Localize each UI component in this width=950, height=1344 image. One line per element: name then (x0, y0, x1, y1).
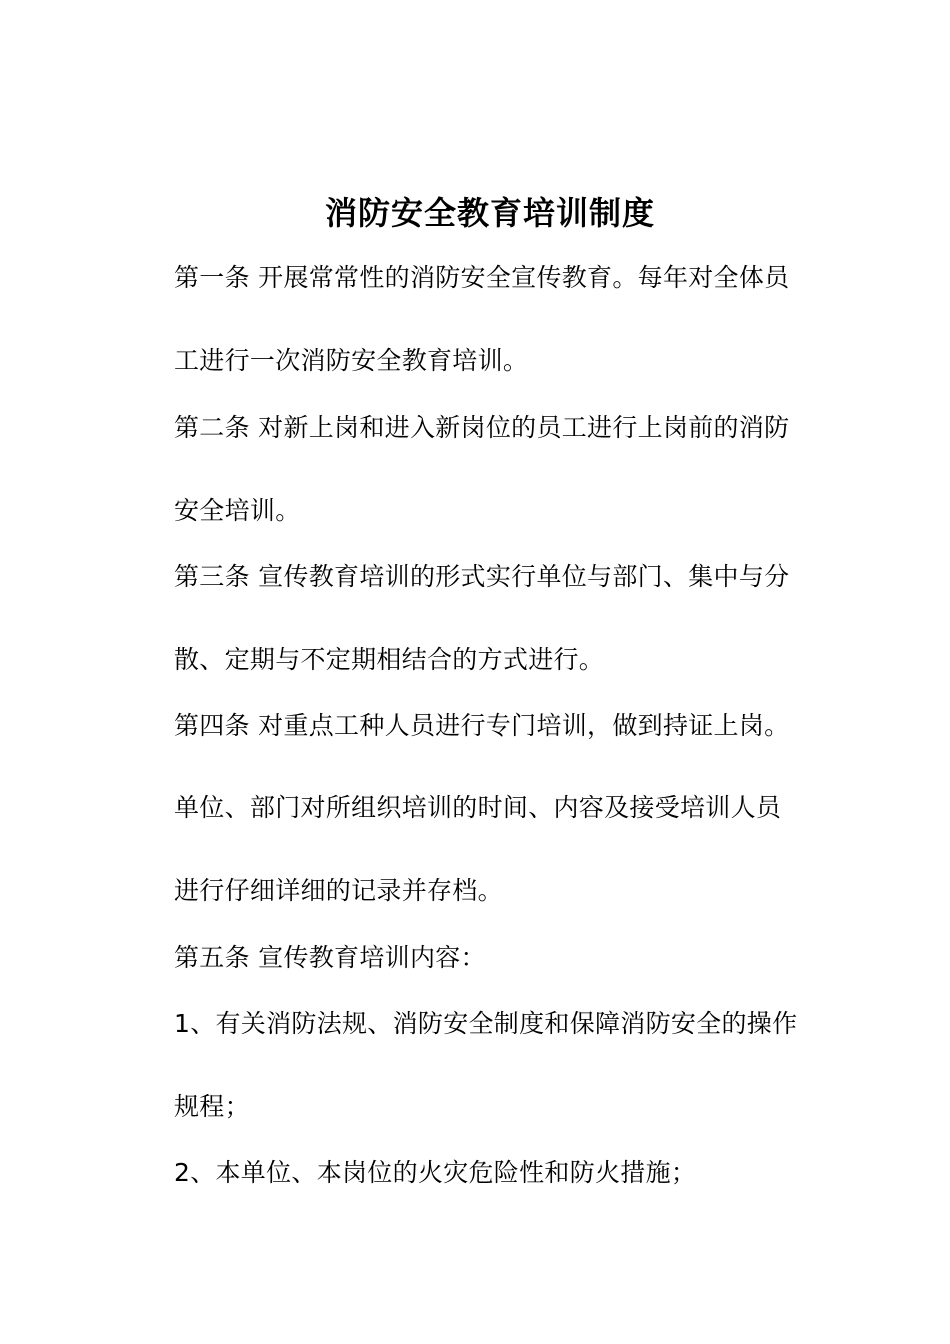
text-line: 进行仔细详细的记录并存档。 (174, 876, 503, 905)
document-title: 消防安全教育培训制度 (324, 194, 655, 232)
text-line: 第三条 宣传教育培训的形式实行单位与部门、集中与分 (174, 562, 790, 591)
text-line: 第五条 宣传教育培训内容： (174, 943, 486, 972)
text-line: 安全培训。 (174, 496, 301, 525)
text-line: 1、有关消防法规、消防安全制度和保障消防安全的操作 (174, 1009, 798, 1038)
text-line: 单位、部门对所组织培训的时间、内容及接受培训人员 (174, 793, 782, 822)
text-line: 规程； (174, 1092, 250, 1121)
text-line: 第四条 对重点工种人员进行专门培训，做到持证上岗。 (174, 711, 790, 740)
text-line: 工进行一次消防安全教育培训。 (174, 346, 529, 375)
text-line: 第一条 开展常常性的消防安全宣传教育。每年对全体员 (174, 263, 790, 292)
text-line: 散、定期与不定期相结合的方式进行。 (174, 645, 605, 674)
text-line: 第二条 对新上岗和进入新岗位的员工进行上岗前的消防 (174, 413, 790, 442)
text-line: 2、本单位、本岗位的火灾危险性和防火措施； (174, 1158, 697, 1187)
